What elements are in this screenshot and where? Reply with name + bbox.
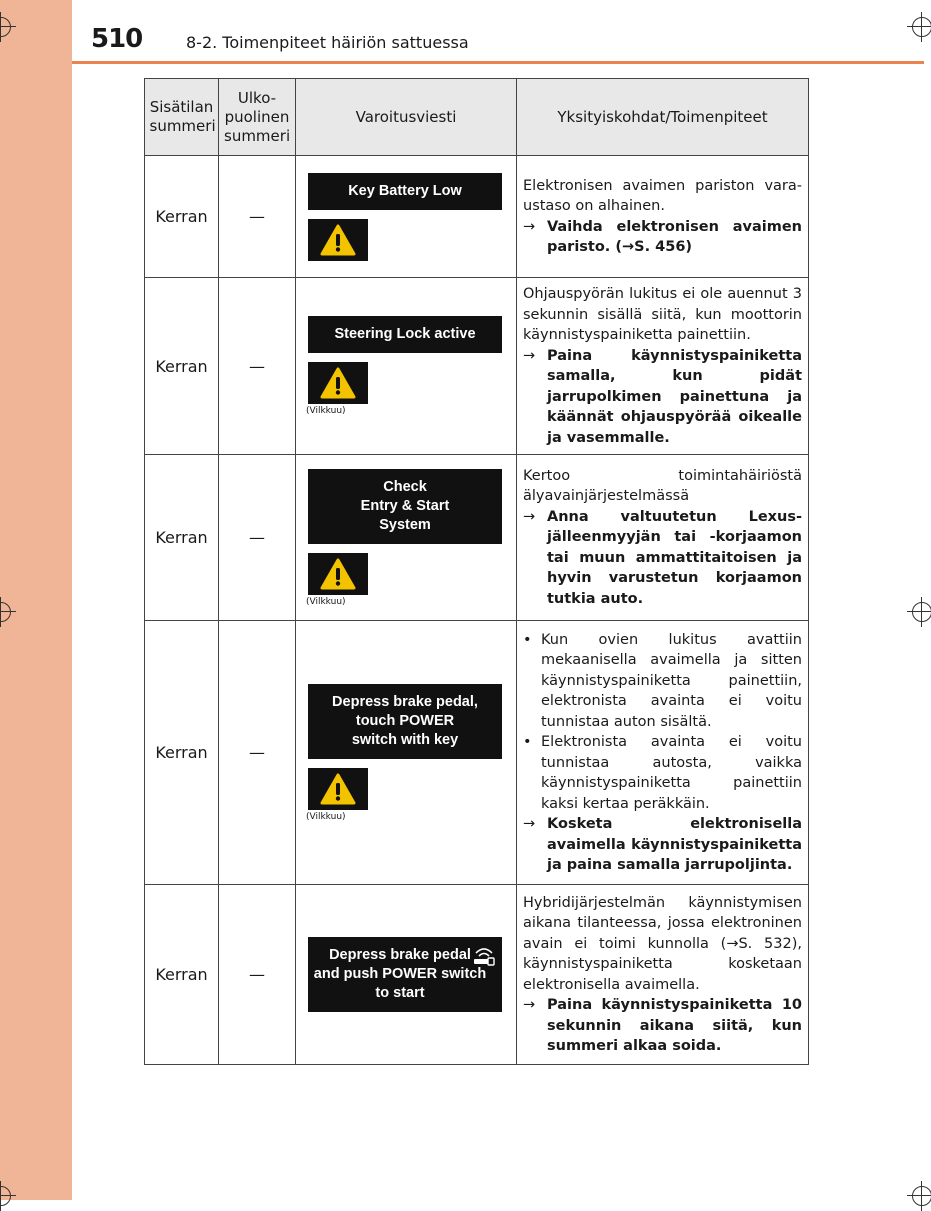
- arrow-icon: →: [523, 816, 536, 832]
- table-row: [145, 156, 809, 278]
- exterior-buzzer-cell: —: [219, 278, 296, 455]
- exterior-buzzer-cell: —: [219, 156, 296, 278]
- arrow-icon: →: [523, 997, 536, 1013]
- details-cell: [517, 278, 809, 455]
- header-interior-buzzer: Sisätilan summeri: [145, 79, 219, 156]
- bullet-item: • Elektronista avainta ei voitu tunnistaa autosta, vaikka käynnistyspainiketta painettiin kaksi kertaa peräkkäin.: [523, 732, 802, 814]
- warning-triangle-icon: [308, 768, 368, 810]
- warning-message-cell: [296, 278, 517, 455]
- header-exterior-buzzer: Ulko-puolinen summeri: [219, 79, 296, 156]
- warning-message-cell: [296, 156, 517, 278]
- arrow-icon: →: [523, 347, 536, 364]
- section-title: 8-2. Toimenpiteet häiriön sattuessa: [186, 33, 469, 52]
- header-details: Yksityiskohdat/Toimenpiteet: [517, 79, 809, 156]
- bullet-icon: •: [523, 734, 532, 750]
- action-item: [523, 995, 802, 1057]
- detail-text: Ohjauspyörän lukitus ei ole auennut 3 sekunnin sisällä siitä, kun moottorin käynnistyspainiketta painettiin.: [523, 286, 802, 343]
- action-text: Paina käynnistyspainiketta 10 sekunnin aikana siitä, kun summeri alkaa soida.: [547, 997, 802, 1054]
- table-header-row: [145, 79, 809, 156]
- details-cell: [517, 455, 809, 621]
- action-text: Vaihda elektronisen avaimen paristo. (→S. 456): [547, 218, 802, 255]
- detail-text: Hybridijärjestelmän käynnistymisen aikana tilanteessa, jossa elektroninen avain ei toimi kunnolla (→S. 532), käynnistyspainiketta kosketaan elektronisella avaimella.: [523, 894, 802, 993]
- warning-triangle-icon: [308, 362, 368, 404]
- header-rule: [72, 61, 924, 64]
- crop-mark-middle-right: [912, 602, 931, 622]
- blink-note: (Vilkkuu): [306, 406, 346, 416]
- warning-message-cell: [296, 455, 517, 621]
- table-row: [145, 885, 809, 1065]
- exterior-buzzer-cell: —: [219, 621, 296, 885]
- bullet-icon: •: [523, 631, 532, 648]
- warning-message-cell: [296, 885, 517, 1065]
- bullet-item: • Kun ovien lukitus avattiin mekaanisella avaimella ja sitten käynnistyspainiketta painettiin, elektronista avainta ei voitu tunnistaa auton sisältä.: [523, 630, 802, 733]
- action-item: [523, 507, 802, 610]
- interior-buzzer-cell: Kerran: [145, 885, 219, 1065]
- display-message: Check Entry & Start System: [308, 469, 502, 544]
- page-number: 510: [91, 24, 143, 54]
- interior-buzzer-cell: Kerran: [145, 156, 219, 278]
- display-message: Depress brake pedal, touch POWER switch with key: [308, 684, 502, 759]
- crop-mark-bottom-right: [912, 1186, 931, 1206]
- detail-text: Kertoo toimintahäiriöstä älyavainjärjestelmässä: [523, 467, 802, 505]
- action-item: [523, 814, 802, 876]
- action-text: Anna valtuutetun Lexus-jälleenmyyjän tai -korjaamon tai muun ammattitaitoisen ja hyvin varustetun korjaamon tutkia auto.: [547, 508, 802, 607]
- details-cell: [517, 621, 809, 885]
- details-cell: [517, 885, 809, 1065]
- electronic-key-icon: [470, 946, 498, 972]
- header-warning-message: Varoitusviesti: [296, 79, 517, 156]
- display-message: Steering Lock active: [308, 316, 502, 353]
- interior-buzzer-cell: Kerran: [145, 278, 219, 455]
- arrow-icon: →: [523, 508, 536, 525]
- display-message: Key Battery Low: [308, 173, 502, 210]
- exterior-buzzer-cell: —: [219, 885, 296, 1065]
- warning-message-table: [144, 78, 809, 1065]
- display-message: Depress brake pedal and push POWER switch to start: [308, 937, 502, 1012]
- crop-mark-top-right: [912, 17, 931, 37]
- exterior-buzzer-cell: —: [219, 455, 296, 621]
- table-row: [145, 278, 809, 455]
- blink-note: (Vilkkuu): [306, 811, 346, 822]
- details-cell: [517, 156, 809, 278]
- interior-buzzer-cell: Kerran: [145, 455, 219, 621]
- action-item: [523, 217, 802, 258]
- action-text: Paina käynnistyspainiketta samalla, kun pidät jarrupolkimen painettuna ja käännät ohjauspyörää oikealle ja vasemmalle.: [547, 347, 802, 446]
- warning-message-cell: [296, 621, 517, 885]
- blink-note: (Vilkkuu): [306, 596, 346, 607]
- interior-buzzer-cell: Kerran: [145, 621, 219, 885]
- side-color-strip: [0, 0, 72, 1200]
- arrow-icon: →: [523, 218, 536, 235]
- warning-triangle-icon: [308, 553, 368, 595]
- detail-text: Elektronisen avaimen pariston vara-ustaso on alhainen.: [523, 177, 802, 214]
- action-text: Kosketa elektronisella avaimella käynnistyspainiketta ja paina samalla jarrupoljinta.: [547, 816, 802, 873]
- table-row: [145, 621, 809, 885]
- warning-triangle-icon: [308, 219, 368, 261]
- action-item: [523, 346, 802, 449]
- table-row: [145, 455, 809, 621]
